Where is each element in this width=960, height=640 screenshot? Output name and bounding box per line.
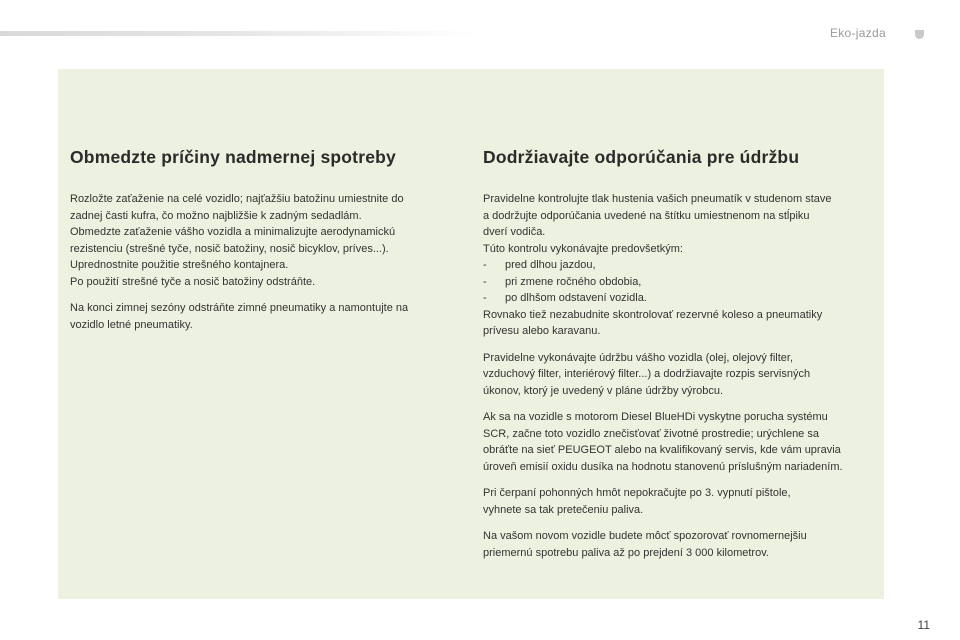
left-heading: Obmedzte príčiny nadmernej spotreby	[70, 147, 396, 167]
text-line: Obmedzte zaťaženie vášho vozidla a minimalizujte aerodynamickú	[70, 226, 396, 238]
text-line: dverí vodiča.	[483, 226, 546, 238]
content-panel	[58, 69, 884, 599]
dash-bullet-icon: -	[483, 259, 487, 271]
right-paragraph-4	[483, 485, 878, 518]
text-line: Na vašom novom vozidle budete môcť spozorovať rovnomernejšiu	[483, 530, 807, 542]
list-item	[483, 274, 878, 291]
left-paragraph-1	[70, 191, 455, 290]
text-line: priemernú spotrebu paliva až po prejdení 3 000 kilometrov.	[483, 546, 769, 559]
header-rule	[0, 31, 480, 36]
text-line: vyhnete sa tak pretečeniu paliva.	[483, 503, 644, 516]
text-line: Ak sa na vozidle s motorom Diesel BlueHDi vyskytne porucha systému	[483, 411, 828, 423]
list-item-text: pri zmene ročného obdobia,	[505, 275, 642, 288]
text-line: úroveň emisií oxidu dusíka na hodnotu stanovenú príslušným nariadením.	[483, 460, 843, 473]
right-paragraph-3	[483, 409, 878, 475]
section-label: Eko-jazda	[829, 26, 886, 40]
list-item	[483, 257, 878, 274]
text-line: vozidlo letné pneumatiky.	[70, 318, 193, 331]
dash-bullet-icon: -	[483, 292, 487, 304]
text-line: prívesu alebo karavanu.	[483, 325, 601, 337]
right-paragraph-5	[483, 528, 878, 561]
corner-tab-icon	[915, 30, 924, 39]
right-column	[483, 147, 878, 571]
text-line: obráťte na sieť PEUGEOT alebo na kvalifikovaný servis, kde vám upravia	[483, 444, 841, 456]
text-line: Uprednostnite použitie strešného kontajnera.	[70, 259, 289, 271]
left-paragraph-2	[70, 300, 455, 333]
text-line: Rozložte zaťaženie na celé vozidlo; najťažšiu batožinu umiestnite do	[70, 193, 404, 205]
text-line: Pravidelne vykonávajte údržbu vášho vozidla (olej, olejový filter,	[483, 351, 793, 364]
text-line: vzduchový filter, interiérový filter...) a dodržiavajte rozpis servisných	[483, 368, 811, 380]
text-line: Túto kontrolu vykonávajte predovšetkým:	[483, 242, 683, 255]
left-column	[70, 147, 455, 343]
page-number: 11	[917, 618, 930, 632]
right-paragraph-1	[483, 191, 878, 340]
text-line: a dodržujte odporúčania uvedené na štítku umiestnenom na stĺpiku	[483, 209, 810, 222]
text-line: Rovnako tiež nezabudnite skontrolovať rezervné koleso a pneumatiky	[483, 308, 823, 321]
text-line: rezistenciu (strešné tyče, nosič batožiny, nosič bicyklov, príves...).	[70, 242, 389, 255]
text-line: Pri čerpaní pohonných hmôt nepokračujte po 3. vypnutí pištole,	[483, 487, 791, 499]
right-paragraph-2	[483, 350, 878, 400]
text-line: SCR, začne toto vozidlo znečisťovať životné prostredie; urýchlene sa	[483, 427, 819, 440]
list-item-text: po dlhšom odstavení vozidla.	[505, 292, 647, 304]
list-item-text: pred dlhou jazdou,	[505, 259, 596, 271]
text-line: Po použití strešné tyče a nosič batožiny odstráňte.	[70, 275, 316, 288]
dash-bullet-icon: -	[483, 275, 487, 288]
text-line: zadnej časti kufra, čo možno najbližšie k zadným sedadlám.	[70, 209, 362, 222]
text-line: Na konci zimnej sezóny odstráňte zimné pneumatiky a namontujte na	[70, 302, 409, 314]
right-heading: Dodržiavajte odporúčania pre údržbu	[483, 147, 800, 167]
text-line: úkonov, ktorý je uvedený v pláne údržby výrobcu.	[483, 384, 724, 397]
list-item	[483, 290, 878, 307]
text-line: Pravidelne kontrolujte tlak hustenia vašich pneumatík v studenom stave	[483, 193, 832, 205]
